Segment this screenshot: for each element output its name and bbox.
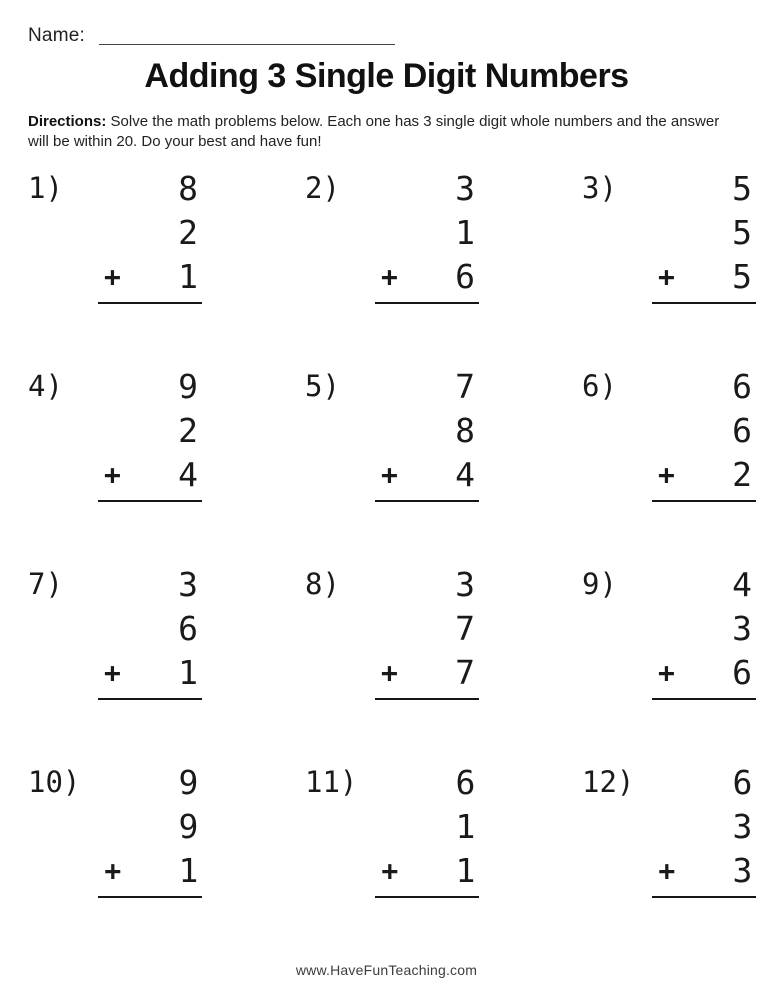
addend: 4	[455, 455, 475, 495]
problem-number: 1)	[28, 170, 63, 205]
addend: 6	[732, 411, 752, 451]
plus-operator: +	[381, 854, 399, 888]
problem-7	[28, 563, 305, 761]
addition-stack	[98, 761, 202, 898]
problem-number: 6)	[582, 368, 617, 403]
addend: 8	[455, 411, 475, 451]
addition-stack	[652, 167, 756, 304]
addend: 3	[732, 609, 752, 649]
name-blank-line	[99, 44, 395, 45]
problem-5	[305, 365, 582, 563]
directions-body: Solve the math problems below. Each one has 3 single digit whole numbers and the answer will be within 20. Do your best and have fun!	[28, 112, 720, 151]
problem-9	[582, 563, 773, 761]
problem-number: 7)	[28, 566, 63, 601]
problem-number: 11)	[305, 764, 358, 799]
addition-stack	[652, 563, 756, 700]
addend: 6	[732, 653, 752, 693]
addend: 7	[455, 367, 475, 407]
answer-line	[98, 698, 202, 700]
plus-operator: +	[381, 656, 398, 690]
plus-operator: +	[104, 656, 121, 690]
addend: 3	[455, 565, 475, 605]
directions-text	[28, 112, 743, 153]
addend: 1	[455, 807, 476, 847]
addition-stack	[98, 167, 202, 304]
problem-number: 8)	[305, 566, 340, 601]
addend: 3	[455, 169, 475, 209]
addend: 3	[178, 565, 198, 605]
name-label: Name:	[28, 25, 85, 46]
problem-3	[582, 167, 773, 365]
plus-operator: +	[381, 458, 398, 492]
problem-number: 10)	[28, 764, 81, 799]
footer-url: www.HaveFunTeaching.com	[295, 962, 478, 978]
page-title: Adding 3 Single Digit Numbers	[144, 57, 629, 95]
addend: 5	[732, 213, 752, 253]
problem-number: 12)	[582, 764, 635, 799]
plus-operator: +	[658, 458, 675, 492]
answer-line	[98, 896, 202, 898]
problem-number: 2)	[305, 170, 340, 205]
addend: 1	[455, 851, 476, 891]
addition-stack	[375, 761, 479, 898]
addend: 9	[178, 807, 199, 847]
answer-line	[98, 500, 202, 502]
plus-operator: +	[658, 854, 676, 888]
plus-operator: +	[104, 854, 122, 888]
answer-line	[375, 896, 479, 898]
addend: 1	[455, 213, 475, 253]
addend: 4	[178, 455, 198, 495]
plus-operator: +	[658, 656, 675, 690]
addend: 2	[732, 455, 752, 495]
problem-number: 4)	[28, 368, 63, 403]
plus-operator: +	[104, 458, 121, 492]
directions-label: Directions:	[28, 112, 107, 130]
answer-line	[375, 500, 479, 502]
plus-operator: +	[104, 260, 121, 294]
addend: 7	[455, 653, 475, 693]
addition-stack	[98, 563, 202, 700]
answer-line	[652, 896, 756, 898]
name-row	[0, 0, 773, 47]
addend: 1	[178, 653, 198, 693]
addend: 3	[732, 807, 753, 847]
problems-grid	[0, 167, 773, 959]
problem-10	[28, 761, 305, 959]
problem-number: 5)	[305, 368, 340, 403]
plus-operator: +	[658, 260, 675, 294]
addition-stack	[98, 365, 202, 502]
addend: 6	[732, 367, 752, 407]
addend: 1	[178, 257, 198, 297]
addend: 2	[178, 213, 198, 253]
addend: 6	[455, 763, 476, 803]
addend: 9	[178, 367, 198, 407]
addend: 2	[178, 411, 198, 451]
addend: 6	[455, 257, 475, 297]
addition-stack	[652, 365, 756, 502]
addition-stack	[375, 365, 479, 502]
addend: 5	[732, 169, 752, 209]
problem-4	[28, 365, 305, 563]
problem-12	[582, 761, 773, 959]
answer-line	[652, 302, 756, 304]
addend: 7	[455, 609, 475, 649]
addend: 3	[732, 851, 753, 891]
addend: 6	[178, 609, 198, 649]
addend: 6	[732, 763, 753, 803]
problem-1	[28, 167, 305, 365]
addend: 8	[178, 169, 198, 209]
plus-operator: +	[381, 260, 398, 294]
answer-line	[652, 698, 756, 700]
addend: 5	[732, 257, 752, 297]
addend: 1	[178, 851, 199, 891]
problem-number: 9)	[582, 566, 617, 601]
problem-6	[582, 365, 773, 563]
answer-line	[375, 698, 479, 700]
addend: 9	[178, 763, 199, 803]
problem-2	[305, 167, 582, 365]
problem-number: 3)	[582, 170, 617, 205]
addend: 4	[732, 565, 752, 605]
addition-stack	[652, 761, 756, 898]
addition-stack	[375, 167, 479, 304]
answer-line	[375, 302, 479, 304]
answer-line	[98, 302, 202, 304]
problem-8	[305, 563, 582, 761]
answer-line	[652, 500, 756, 502]
addition-stack	[375, 563, 479, 700]
problem-11	[305, 761, 582, 959]
